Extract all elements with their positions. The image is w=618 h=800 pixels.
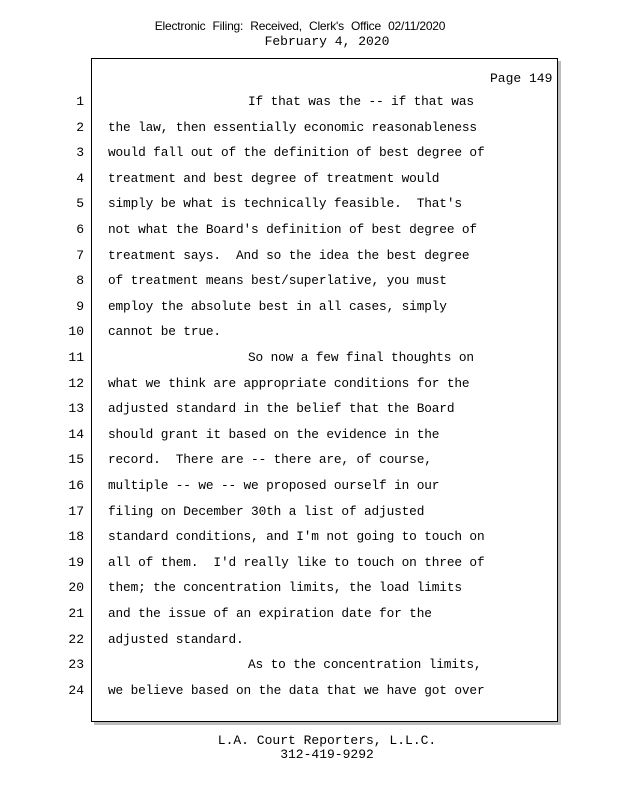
transcript-line — [0, 425, 560, 451]
line-text: So now a few final thoughts on — [248, 350, 474, 365]
transcript-line — [0, 220, 560, 246]
transcript-line — [0, 578, 560, 604]
line-text: If that was the -- if that was — [248, 94, 474, 109]
line-text: record. There are -- there are, of course, — [108, 452, 432, 468]
line-text: treatment says. And so the idea the best degree — [108, 247, 470, 263]
line-text: would fall out of the definition of best degree of — [108, 145, 485, 161]
line-number: 1 — [76, 94, 84, 109]
line-text: As to the concentration limits, — [248, 657, 482, 673]
line-number: 4 — [76, 170, 84, 186]
transcript-line — [0, 348, 560, 374]
line-text: the law, then essentially economic reasonableness — [108, 119, 477, 135]
line-number: 14 — [68, 426, 84, 442]
transcript-line — [0, 553, 560, 579]
reporter-company: L.A. Court Reporters, L.L.C. — [217, 733, 437, 748]
line-text: employ the absolute best in all cases, simply — [108, 298, 447, 314]
line-number: 23 — [68, 657, 84, 673]
line-number: 24 — [68, 682, 84, 698]
line-text: filing on December 30th a list of adjusted — [108, 503, 425, 519]
line-text: what we think are appropriate conditions for the — [108, 375, 470, 391]
line-text: standard conditions, and I'm not going to touch on — [108, 529, 485, 545]
line-number: 7 — [76, 247, 84, 263]
transcript-line — [0, 399, 560, 425]
line-text: we believe based on the data that we have got over — [108, 682, 485, 698]
line-text: adjusted standard in the belief that the Board — [108, 401, 455, 417]
transcript-line — [0, 169, 560, 195]
transcript-line — [0, 194, 560, 220]
transcript-line — [0, 92, 560, 118]
line-number: 3 — [76, 145, 84, 161]
line-number: 17 — [68, 503, 84, 519]
line-text: not what the Board's definition of best degree of — [108, 222, 477, 237]
transcript-line — [0, 476, 560, 502]
transcript-line — [0, 502, 560, 528]
line-number: 5 — [76, 196, 84, 212]
line-number: 16 — [68, 478, 84, 493]
transcript-line — [0, 246, 560, 272]
line-number: 22 — [68, 631, 84, 647]
line-number: 13 — [68, 401, 84, 417]
line-number: 18 — [68, 529, 84, 545]
line-text: multiple -- we -- we proposed ourself in our — [108, 478, 440, 493]
transcript-line — [0, 118, 560, 144]
filing-stamp: Electronic Filing: Received, Clerk's Office 02/11/2020 — [154, 19, 446, 33]
transcript-date: February 4, 2020 — [264, 34, 390, 49]
line-number: 15 — [68, 452, 84, 468]
transcript-line — [0, 655, 560, 681]
transcript-line — [0, 143, 560, 169]
line-number: 11 — [68, 350, 84, 365]
transcript-line — [0, 681, 560, 707]
transcript-line — [0, 322, 560, 348]
line-text: of treatment means best/superlative, you must — [108, 273, 447, 289]
line-number: 10 — [68, 324, 84, 340]
line-number: 19 — [68, 554, 84, 570]
line-text: them; the concentration limits, the load limits — [108, 580, 462, 596]
transcript-line — [0, 271, 560, 297]
line-text: all of them. I'd really like to touch on three of — [108, 554, 485, 570]
line-number: 12 — [68, 375, 84, 391]
page-number: Page 149 — [490, 71, 553, 86]
line-text: and the issue of an expiration date for the — [108, 606, 432, 621]
line-text: adjusted standard. — [108, 631, 244, 647]
line-number: 21 — [68, 606, 84, 621]
reporter-phone: 312-419-9292 — [280, 747, 374, 762]
line-number: 2 — [76, 119, 84, 135]
line-number: 6 — [76, 222, 84, 237]
line-number: 8 — [76, 273, 84, 289]
line-text: treatment and best degree of treatment would — [108, 170, 440, 186]
line-number: 20 — [68, 580, 84, 596]
line-text: simply be what is technically feasible. That's — [108, 196, 462, 212]
transcript-line — [0, 630, 560, 656]
line-number: 9 — [76, 298, 84, 314]
transcript-line — [0, 604, 560, 630]
transcript-line — [0, 297, 560, 323]
transcript-line — [0, 450, 560, 476]
transcript-line — [0, 527, 560, 553]
line-text: should grant it based on the evidence in the — [108, 426, 440, 442]
transcript-line — [0, 374, 560, 400]
line-text: cannot be true. — [108, 324, 221, 340]
